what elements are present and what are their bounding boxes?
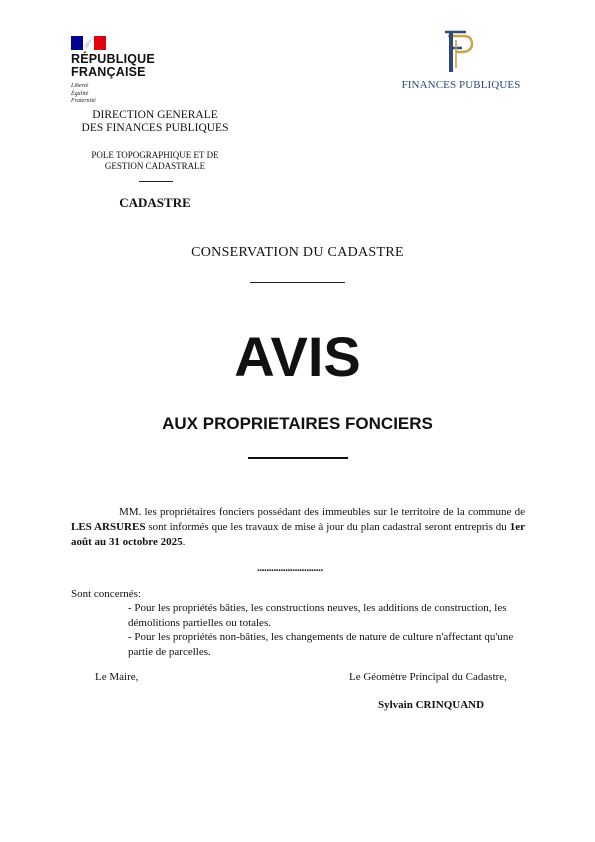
mayor-signature-label: Le Maire, bbox=[95, 671, 139, 683]
commune-name: LES ARSURES bbox=[71, 521, 146, 533]
surveyor-name: Sylvain CRINQUAND bbox=[378, 699, 485, 711]
direction-line1: DIRECTION GENERALE bbox=[92, 109, 218, 121]
finances-publiques-text: FINANCES PUBLIQUES bbox=[401, 79, 521, 91]
notice-subtitle: AUX PROPRIETAIRES FONCIERS bbox=[162, 414, 433, 433]
notice-paragraph bbox=[71, 505, 525, 550]
finances-publiques-logo-icon bbox=[420, 28, 490, 78]
dotted-separator: ............................ bbox=[257, 562, 323, 574]
paragraph-part2: sont informés que les travaux de mise à jour du plan cadastral seront entrepris du bbox=[145, 521, 510, 533]
concerned-list bbox=[128, 601, 525, 659]
motto-fraternite: Fraternité bbox=[71, 98, 96, 104]
conservation-heading: CONSERVATION DU CADASTRE bbox=[191, 245, 404, 260]
republic-line1: RÉPUBLIQUE bbox=[71, 52, 155, 66]
concerned-label: Sont concernés: bbox=[71, 588, 141, 600]
notice-title: AVIS bbox=[234, 325, 361, 388]
pole-divider bbox=[139, 181, 173, 182]
direction-line2: DES FINANCES PUBLIQUES bbox=[81, 122, 229, 134]
service-name: CADASTRE bbox=[119, 195, 191, 210]
paragraph-part1: MM. les propriétaires fonciers possédant des immeubles sur le territoire de la commune de bbox=[119, 506, 525, 518]
list-item: - Pour les propriétés bâties, les constructions neuves, les additions de construction, les démolitions partielles ou totales. bbox=[128, 602, 507, 629]
pole-block bbox=[60, 150, 250, 172]
french-flag-icon bbox=[71, 36, 106, 50]
list-item: - Pour les propriétés non-bâties, les changements de nature de culture n'affectant qu'une partie de parcelles. bbox=[128, 631, 514, 658]
paragraph-part3: . bbox=[182, 536, 186, 548]
pole-line2: GESTION CADASTRALE bbox=[104, 161, 206, 171]
republic-line2: FRANÇAISE bbox=[71, 65, 146, 79]
subtitle-divider bbox=[248, 457, 348, 459]
pole-line1: POLE TOPOGRAPHIQUE ET DE bbox=[91, 150, 219, 160]
works-period: 1er août au 31 octobre 2025 bbox=[71, 521, 525, 548]
conservation-divider bbox=[250, 282, 345, 283]
direction-block bbox=[60, 109, 250, 135]
motto-egalite: Égalité bbox=[71, 90, 89, 97]
motto-liberte: Liberté bbox=[71, 83, 89, 89]
surveyor-title: Le Géomètre Principal du Cadastre, bbox=[349, 671, 507, 683]
republic-logo-text bbox=[71, 53, 155, 79]
republic-motto bbox=[71, 83, 96, 106]
